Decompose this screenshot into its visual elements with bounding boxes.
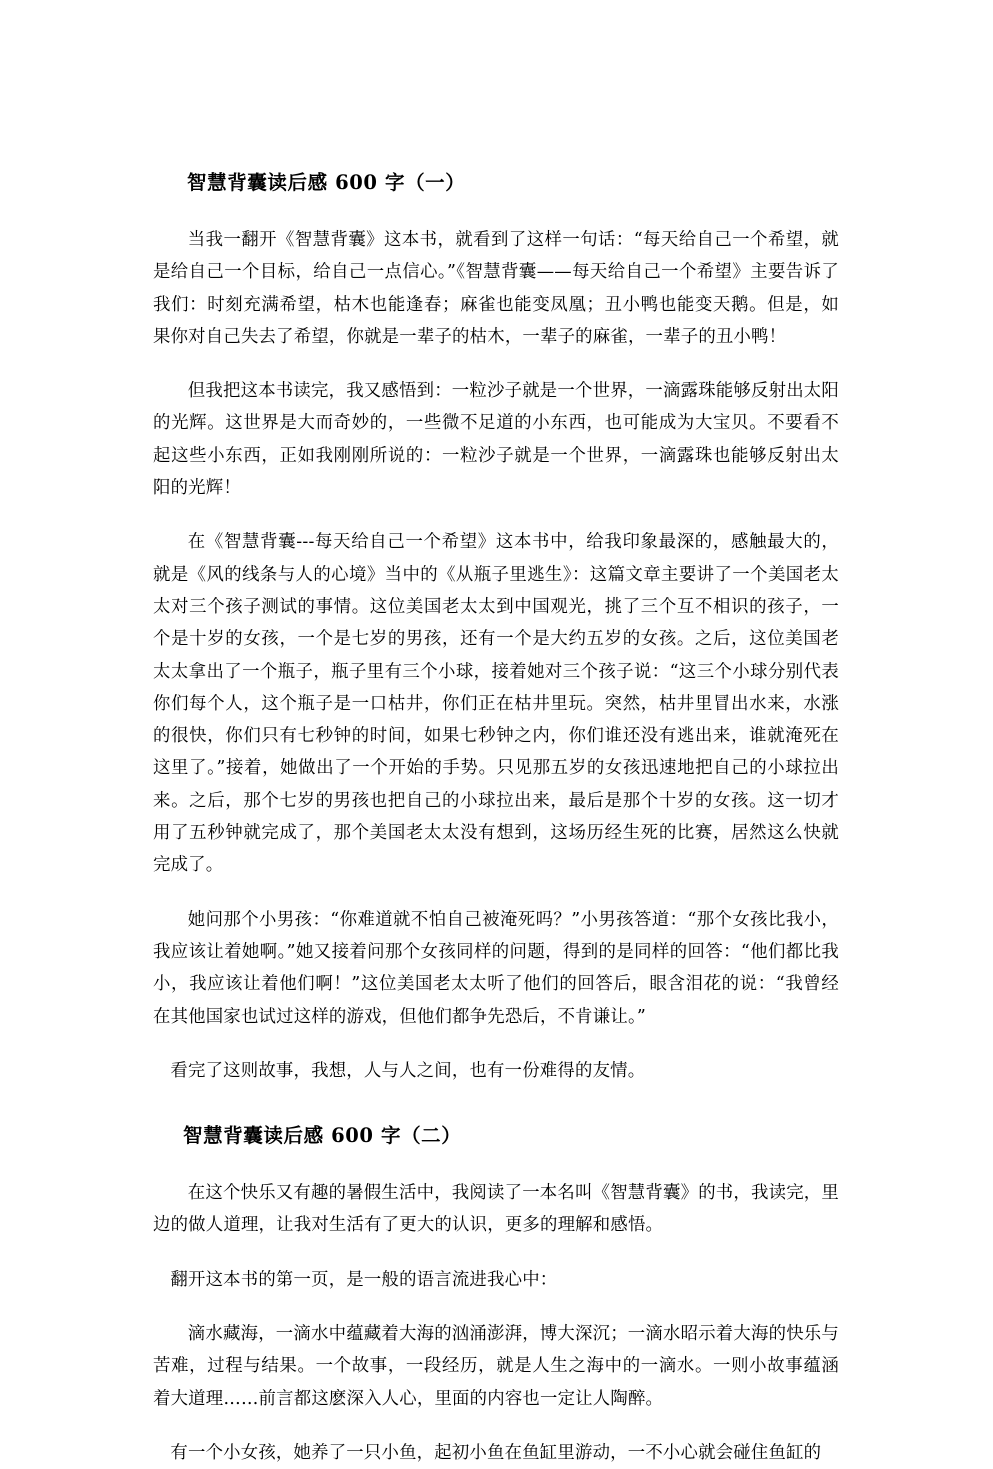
paragraph: 在这个快乐又有趣的暑假生活中，我阅读了一本名叫《智慧背囊》的书，我读完，里边的做人道理，让我对生活有了更大的认识，更多的理解和感悟。: [153, 1183, 839, 1236]
section-heading-one: 智慧背囊读后感 600 字（一）: [187, 171, 466, 194]
spacer: [153, 1415, 839, 1437]
spacer: [153, 1242, 839, 1264]
paragraph: 在《智慧背囊---每天给自己一个希望》这本书中，给我印象最深的，感触最大的，就是《风的线条与人的心境》当中的《从瓶子里逃生》：这篇文章主要讲了一个美国老太太对三个孩子测试的事情。这位美国老太太到中国观光，挑了三个互不相识的孩子，一个是十岁的女孩，一个是七岁的男孩，还有一个是大约五岁的女孩。之后，这位美国老太太拿出了一个瓶子，瓶子里有三个小球，接着她对三个孩子说：“这三个小球分别代表你们每个人，这个瓶子是一口枯井，你们正在枯井里玩。突然，枯井里冒出水来，水涨的很快，你们只有七秒钟的时间，如果七秒钟之内，你们谁还没有逃出来，谁就淹死在这里了。”接着，她做出了一个开始的手势。只见那五岁的女孩迅速地把自己的小球拉出来。之后，那个七岁的男孩也把自己的小球拉出来，最后是那个十岁的女孩。这一切才用了五秒钟就完成了，那个美国老太太没有想到，这场历经生死的比赛，居然这么快就完成了。: [153, 532, 839, 876]
spacer: [153, 1151, 839, 1177]
section-heading-two: 智慧背囊读后感 600 字（二）: [183, 1124, 462, 1148]
paragraph: 但我把这本书读完，我又感悟到：一粒沙子就是一个世界，一滴露珠能够反射出太阳的光辉。这世界是大而奇妙的，一些微不足道的小东西，也可能成为大宝贝。不要看不起这些小东西，正如我刚刚所说的：一粒沙子就是一个世界，一滴露珠也能够反射出太阳的光辉！: [153, 381, 839, 499]
paragraph: 翻开这本书的第一页，是一般的语言流进我心中：: [170, 1269, 558, 1290]
spacer: [153, 504, 839, 526]
paragraph: 滴水藏海，一滴水中蕴藏着大海的汹涌澎湃，博大深沉；一滴水昭示着大海的快乐与苦难，过程与结果。一个故事，一段经历，就是人生之海中的一滴水。一则小故事蕴涵着大道理……前言都这麽深入人心，里面的内容也一定让人陶醉。: [153, 1324, 839, 1409]
spacer: [153, 1033, 839, 1055]
spacer: [153, 1296, 839, 1318]
paragraph: 当我一翻开《智慧背囊》这本书，就看到了这样一句话：“每天给自己一个希望，就是给自己一个目标，给自己一点信心。”《智慧背囊——每天给自己一个希望》主要告诉了我们：时刻充满希望，枯木也能逢春；麻雀也能变凤凰；丑小鸭也能变天鹅。但是，如果你对自己失去了希望，你就是一辈子的枯木，一辈子的麻雀，一辈子的丑小鸭！: [153, 230, 839, 347]
document-body: [153, 168, 839, 1469]
spacer: [153, 1087, 839, 1121]
spacer: [153, 882, 839, 904]
paragraph: 她问那个小男孩：“你难道就不怕自己被淹死吗？”小男孩答道：“那个女孩比我小，我应该让着她啊。”她又接着问那个女孩同样的问题，得到的是同样的回答：“他们都比我小，我应该让着他们啊！”这位美国老太太听了他们的回答后，眼含泪花的说：“我曾经在其他国家也试过这样的游戏，但他们都争先恐后，不肯谦让。”: [153, 909, 839, 1027]
paragraph: 有一个小女孩，她养了一只小鱼，起初小鱼在鱼缸里游动，一不小心就会碰住鱼缸的: [170, 1442, 822, 1463]
spacer: [153, 198, 839, 224]
spacer: [153, 353, 839, 375]
paragraph: 看完了这则故事，我想，人与人之间，也有一份难得的友情。: [170, 1060, 646, 1081]
